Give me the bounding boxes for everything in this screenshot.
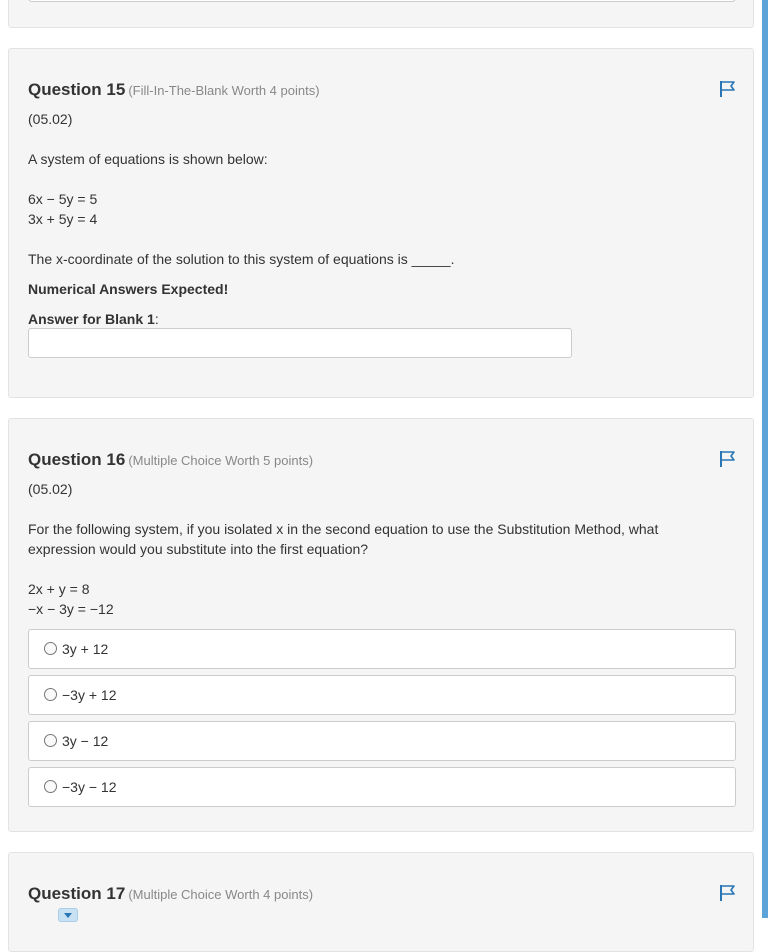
question-16-title <box>28 450 313 470</box>
blank-1-answer-input[interactable] <box>28 328 572 358</box>
radio-button[interactable] <box>44 642 57 655</box>
radio-button[interactable] <box>44 688 57 701</box>
equation-1: 6x − 5y = 5 <box>28 191 98 207</box>
option-label: −3y − 12 <box>62 779 117 795</box>
equation-2: 3x + 5y = 4 <box>28 211 98 227</box>
radio-button[interactable] <box>44 780 57 793</box>
option-label: 3y − 12 <box>62 733 109 749</box>
equation-1: 2x + y = 8 <box>28 581 90 597</box>
previous-question-card <box>8 0 754 28</box>
question-15-title <box>28 80 320 100</box>
question-title-text: Question 17 <box>28 884 126 903</box>
answer-option-d[interactable] <box>28 767 736 807</box>
radio-button[interactable] <box>44 734 57 747</box>
question-15-code: (05.02) <box>28 111 73 127</box>
flag-icon[interactable] <box>718 883 738 903</box>
question-title-text: Question 16 <box>28 450 126 469</box>
flag-icon[interactable] <box>718 79 738 99</box>
flag-icon[interactable] <box>718 449 738 469</box>
equation-2: −x − 3y = −12 <box>28 601 114 617</box>
blank-1-label-text: Answer for Blank 1 <box>28 311 155 327</box>
question-17-title <box>28 884 313 904</box>
question-worth: (Multiple Choice Worth 4 points) <box>128 887 314 902</box>
numerical-note: Numerical Answers Expected! <box>28 281 229 297</box>
question-title-text: Question 15 <box>28 80 126 99</box>
answer-option-a[interactable] <box>28 629 736 669</box>
blank-1-colon: : <box>154 311 159 327</box>
answer-option-b[interactable] <box>28 675 736 715</box>
option-label: −3y + 12 <box>62 687 117 703</box>
question-16-prompt-line-1: For the following system, if you isolated x in the second equation to use the Substitution Method, what <box>28 521 659 537</box>
question-15-prompt: The x-coordinate of the solution to this system of equations is _____. <box>28 251 455 267</box>
option-label: 3y + 12 <box>62 641 109 657</box>
question-16-card <box>8 418 754 832</box>
answer-option-c[interactable] <box>28 721 736 761</box>
page-scrollbar[interactable] <box>762 0 768 918</box>
question-17-card <box>8 852 754 952</box>
blank-1-label <box>28 311 159 327</box>
chevron-down-icon[interactable] <box>58 908 78 922</box>
question-worth: (Fill-In-The-Blank Worth 4 points) <box>128 83 320 98</box>
question-worth: (Multiple Choice Worth 5 points) <box>128 453 314 468</box>
question-15-card <box>8 48 754 398</box>
question-16-prompt-line-2: expression would you substitute into the first equation? <box>28 541 369 557</box>
question-15-intro: A system of equations is shown below: <box>28 151 268 167</box>
question-16-code: (05.02) <box>28 481 73 497</box>
previous-answer-field[interactable] <box>28 0 736 2</box>
